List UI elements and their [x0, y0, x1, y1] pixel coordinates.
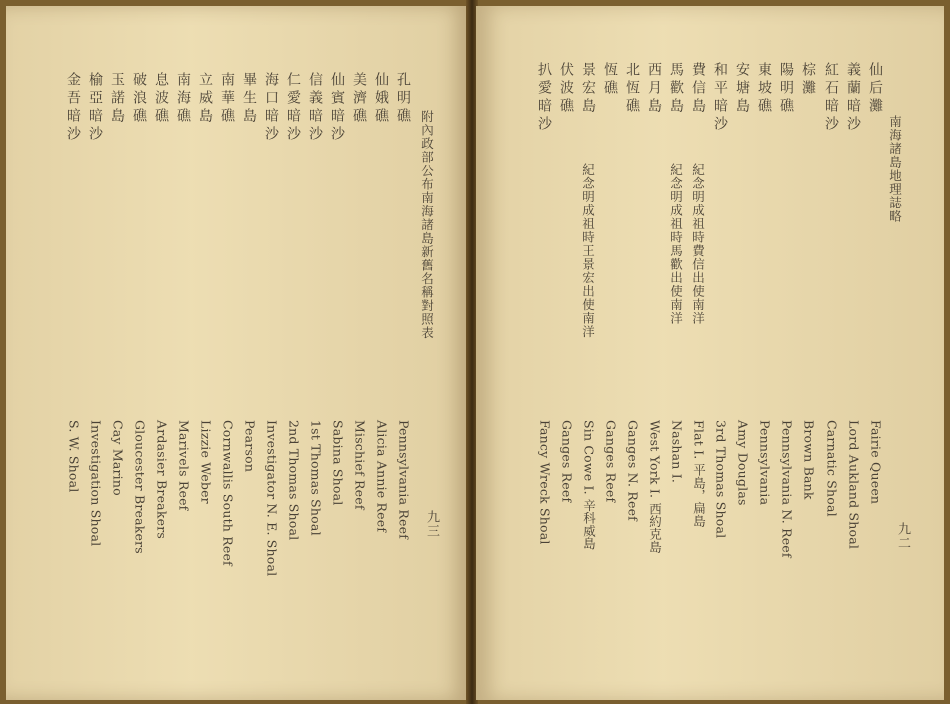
english-name: 1st Thomas Shoal [308, 420, 324, 536]
chinese-name: 紅石暗沙 [823, 62, 839, 134]
english-name: Brown Bank [801, 420, 817, 500]
chinese-name: 仙后灘 [867, 62, 883, 116]
chinese-name: 孔明礁 [395, 72, 411, 126]
chinese-name: 馬歡島 [668, 62, 684, 116]
english-name: Pennsylvania N. Reef [779, 420, 795, 558]
right-page-title: 南海諸島地理誌略 [887, 115, 903, 223]
english-name: Sabina Shoal [330, 420, 346, 506]
left-page-title: 附內政部公布南海諸島新舊名稱對照表 [419, 110, 435, 340]
chinese-name: 和平暗沙 [712, 62, 728, 134]
english-name: Marivels Reef [176, 420, 192, 511]
chinese-name: 棕灘 [800, 62, 816, 98]
historical-note: 紀念明成祖時王景宏出使南洋 [580, 163, 596, 339]
english-name: Amy Douglas [735, 420, 751, 506]
chinese-name: 玉諾島 [109, 72, 125, 126]
chinese-name: 仁愛暗沙 [285, 72, 301, 144]
chinese-name: 立威島 [197, 72, 213, 126]
english-name: Lord Aukland Shoal [846, 420, 862, 550]
english-name: Pearson [242, 420, 258, 473]
english-name: Pennsylvania [757, 420, 773, 506]
english-name: Investigation Shoal [88, 420, 104, 547]
chinese-name: 信義暗沙 [307, 72, 323, 144]
english-name: Investigator N. E. Shoal [264, 420, 280, 577]
chinese-name: 南海礁 [175, 72, 191, 126]
chinese-name: 恆礁 [602, 62, 618, 98]
chinese-name: 仙賓暗沙 [329, 72, 345, 144]
chinese-name: 陽明礁 [778, 62, 794, 116]
english-name: West York I. 西約克島 [647, 420, 663, 554]
english-name: 3rd Thomas Shoal [713, 420, 729, 539]
historical-note: 紀念明成祖時馬歡出使南洋 [668, 163, 684, 325]
english-name: Cornwallis South Reef [220, 420, 236, 566]
left-page-number: 九三 [424, 510, 439, 538]
english-name: S. W. Shoal [66, 420, 82, 493]
english-name: Ganges Reef [603, 420, 619, 503]
english-name: Alicia Annie Reef [374, 420, 390, 533]
english-name: Ganges N. Reef [625, 420, 641, 521]
chinese-name: 美濟礁 [351, 72, 367, 126]
chinese-name: 北恆礁 [624, 62, 640, 116]
english-name: Fairie Queen [868, 420, 884, 505]
right-page-number: 九二 [895, 522, 910, 550]
chinese-name: 西月島 [646, 62, 662, 116]
chinese-name: 景宏島 [580, 62, 596, 116]
chinese-name: 畢生島 [241, 72, 257, 126]
english-name: Cay Marino [110, 420, 126, 496]
chinese-name: 費信島 [690, 62, 706, 116]
english-name: Ganges Reef [559, 420, 575, 503]
chinese-name: 扒愛暗沙 [536, 62, 552, 134]
chinese-name: 南華礁 [219, 72, 235, 126]
chinese-name: 安塘島 [734, 62, 750, 116]
english-name: Sin Cowe I. 辛科威島 [581, 420, 597, 550]
english-name: Fancy Wreck Shoal [537, 420, 553, 545]
chinese-name: 仙娥礁 [373, 72, 389, 126]
english-name: Gloucester Breakers [132, 420, 148, 554]
chinese-name: 東坡礁 [756, 62, 772, 116]
english-name: Carnatic Shoal [824, 420, 840, 517]
english-name: Pennsylvania Reef [396, 420, 412, 540]
chinese-name: 榆亞暗沙 [87, 72, 103, 144]
historical-note: 紀念明成祖時費信出使南洋 [690, 163, 706, 325]
chinese-name: 破浪礁 [131, 72, 147, 126]
english-name: Lizzie Weber [198, 420, 214, 504]
chinese-name: 金吾暗沙 [65, 72, 81, 144]
chinese-name: 義蘭暗沙 [845, 62, 861, 134]
english-name: Mischief Reef [352, 420, 368, 510]
english-name: Nashan I. [669, 420, 685, 484]
english-name: 2nd Thomas Shoal [286, 420, 302, 541]
chinese-name: 息波礁 [153, 72, 169, 126]
chinese-name: 海口暗沙 [263, 72, 279, 144]
english-name: Flat I. 平島，扁島 [691, 420, 707, 528]
english-name: Ardasier Breakers [154, 420, 170, 539]
chinese-name: 伏波礁 [558, 62, 574, 116]
